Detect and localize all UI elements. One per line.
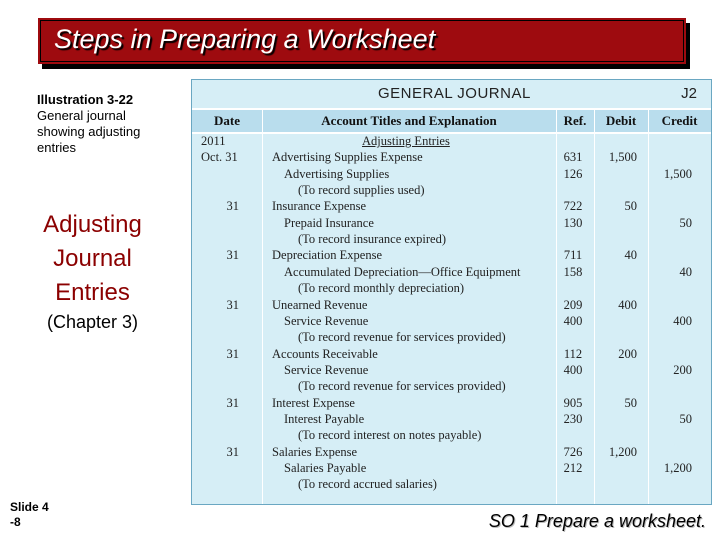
credit-amount: 1,500 xyxy=(663,166,692,181)
account-title: (To record revenue for services provided) xyxy=(298,379,506,394)
title-bar xyxy=(38,18,686,64)
credit-amount: 1,200 xyxy=(663,461,692,475)
ledger-ref: 130 xyxy=(563,215,583,230)
entry-date: 31 xyxy=(226,346,239,361)
journal-row xyxy=(192,396,711,412)
debit-amount: 1,500 xyxy=(608,150,637,165)
credit-amount: 400 xyxy=(673,313,692,328)
journal-row xyxy=(192,167,711,183)
debit-amount: 200 xyxy=(618,346,637,361)
debit-amount: 50 xyxy=(624,199,637,214)
ledger-ref: 126 xyxy=(563,166,583,181)
journal-row xyxy=(192,281,711,297)
debit-amount: 400 xyxy=(618,297,637,312)
slide-number xyxy=(10,500,49,530)
entry-date: 31 xyxy=(226,444,239,459)
journal-row xyxy=(192,265,711,281)
entry-date: 31 xyxy=(226,395,239,410)
debit-amount: 50 xyxy=(624,395,637,410)
journal-row xyxy=(192,199,711,215)
credit-amount: 50 xyxy=(679,215,692,230)
entry-date: 2011 xyxy=(201,134,226,148)
slide-title: Steps in Preparing a Worksheet xyxy=(54,24,436,54)
general-journal xyxy=(191,79,712,505)
debit-amount: 40 xyxy=(624,248,637,263)
account-title: Prepaid Insurance xyxy=(284,215,374,230)
journal-row xyxy=(192,232,711,248)
column-header-debit: Debit xyxy=(605,113,637,128)
account-title: (To record revenue for services provided) xyxy=(298,330,506,345)
account-title: Insurance Expense xyxy=(272,199,367,214)
journal-row xyxy=(192,461,711,477)
column-header-credit: Credit xyxy=(661,113,698,128)
column-header-account: Account Titles and Explanation xyxy=(321,113,497,128)
journal-row xyxy=(192,330,711,346)
credit-amount: 200 xyxy=(673,362,692,377)
topic-label-line: Journal xyxy=(53,245,132,272)
journal-title-row xyxy=(192,80,711,108)
chapter-reference: (Chapter 3) xyxy=(46,312,139,332)
ledger-ref: 905 xyxy=(563,395,583,410)
journal-row xyxy=(192,314,711,330)
journal-row xyxy=(192,379,711,395)
ledger-ref: 400 xyxy=(563,313,583,328)
column-header-ref: Ref. xyxy=(563,113,587,128)
account-title: Salaries Expense xyxy=(272,444,358,459)
journal-row xyxy=(192,216,711,232)
journal-row xyxy=(192,363,711,379)
credit-amount: 40 xyxy=(679,264,692,279)
account-title: Depreciation Expense xyxy=(272,248,383,263)
account-title: (To record monthly depreciation) xyxy=(298,281,465,296)
journal-row xyxy=(192,428,711,444)
account-title: Adjusting Entries xyxy=(362,134,450,148)
journal-row xyxy=(192,477,711,493)
study-objective: SO 1 Prepare a worksheet. xyxy=(488,511,706,531)
topic-label xyxy=(20,208,165,310)
ledger-ref: 400 xyxy=(563,362,583,377)
slide-number-line: Slide 4 xyxy=(10,500,49,514)
account-title: (To record insurance expired) xyxy=(298,232,447,247)
topic-label-line: Entries xyxy=(55,279,130,306)
ledger-ref: 711 xyxy=(563,248,583,263)
journal-row xyxy=(192,445,711,461)
account-title: (To record interest on notes payable) xyxy=(298,428,482,443)
account-title: Service Revenue xyxy=(284,362,369,377)
account-title: Accumulated Depreciation—Office Equipment xyxy=(284,264,521,279)
account-title: Accounts Receivable xyxy=(272,346,378,361)
debit-amount: 1,200 xyxy=(608,444,637,459)
account-title: (To record accrued salaries) xyxy=(298,477,437,492)
account-title: Interest Expense xyxy=(272,395,355,410)
journal-row xyxy=(192,248,711,264)
ledger-ref: 722 xyxy=(563,199,583,214)
topic-label-line: Adjusting xyxy=(43,211,142,238)
ledger-ref: 212 xyxy=(563,461,583,475)
credit-amount: 50 xyxy=(679,411,692,426)
entry-date: Oct. 31 xyxy=(201,150,238,165)
illustration-label: Illustration 3-22 xyxy=(37,92,134,107)
entry-date: 31 xyxy=(226,297,239,312)
journal-row xyxy=(192,183,711,199)
ledger-ref: 112 xyxy=(563,346,583,361)
ledger-ref: 631 xyxy=(563,150,583,165)
journal-row xyxy=(192,298,711,314)
illustration-caption xyxy=(37,92,167,156)
column-header-date: Date xyxy=(214,113,240,128)
ledger-ref: 209 xyxy=(563,297,583,312)
account-title: (To record supplies used) xyxy=(298,183,425,198)
account-title: Unearned Revenue xyxy=(272,297,368,312)
ledger-ref: 230 xyxy=(563,411,583,426)
journal-page: J2 xyxy=(681,85,697,102)
account-title: Interest Payable xyxy=(284,411,365,426)
journal-header xyxy=(192,108,711,134)
ledger-ref: 726 xyxy=(563,444,583,459)
journal-row xyxy=(192,150,711,166)
account-title: Advertising Supplies Expense xyxy=(272,150,423,165)
journal-title: GENERAL JOURNAL xyxy=(378,85,531,102)
account-title: Salaries Payable xyxy=(284,461,367,475)
ledger-ref: 158 xyxy=(563,264,583,279)
journal-row xyxy=(192,134,711,150)
account-title: Advertising Supplies xyxy=(284,166,390,181)
illustration-description: General journal showing adjusting entries xyxy=(37,108,141,155)
slide-number-line: -8 xyxy=(10,515,21,529)
account-title: Service Revenue xyxy=(284,313,369,328)
entry-date: 31 xyxy=(226,248,239,263)
journal-row xyxy=(192,347,711,363)
journal-row xyxy=(192,412,711,428)
entry-date: 31 xyxy=(226,199,239,214)
